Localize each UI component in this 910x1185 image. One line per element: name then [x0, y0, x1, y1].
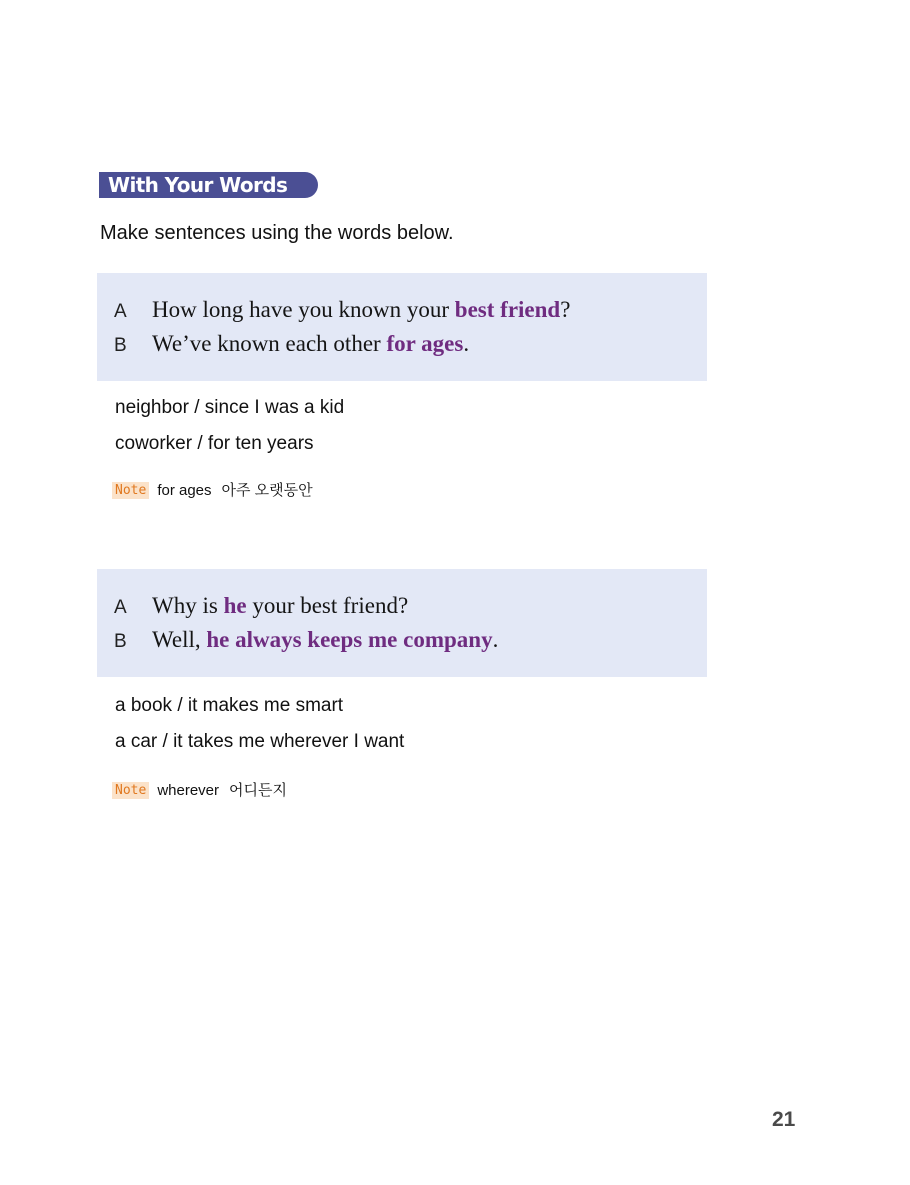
- sentence-text: .: [492, 627, 499, 652]
- note-tag: Note: [112, 782, 149, 799]
- substitution-item: coworker / for ten years: [115, 433, 314, 454]
- dialog-line-a: [114, 593, 408, 619]
- highlighted-phrase: he: [223, 593, 247, 618]
- instruction-text: Make sentences using the words below.: [100, 222, 454, 244]
- dialog-sentence: [152, 297, 570, 322]
- note-meaning: 어디든지: [229, 782, 287, 799]
- dialog-sentence: [152, 627, 498, 652]
- section-title-badge: With Your Words: [99, 172, 318, 198]
- speaker-label: B: [114, 631, 127, 652]
- speaker-label: B: [114, 335, 127, 356]
- sentence-text: Why is: [152, 593, 224, 618]
- dialog-line-b: [114, 627, 498, 653]
- sentence-text: We’ve known each other: [152, 331, 387, 356]
- dialog-box-2: [97, 569, 707, 677]
- dialog-sentence: [152, 331, 469, 356]
- speaker-label: A: [114, 597, 127, 618]
- substitution-item: a book / it makes me smart: [115, 695, 344, 716]
- sentence-text: .: [463, 331, 470, 356]
- sentence-text: Well,: [152, 627, 207, 652]
- sentence-text: How long have you known your: [152, 297, 455, 322]
- note-term: wherever: [157, 782, 220, 799]
- dialog-box-1: [97, 273, 707, 381]
- note-term: for ages: [157, 482, 212, 499]
- highlighted-phrase: best friend: [454, 297, 561, 322]
- substitution-item: a car / it takes me wherever I want: [115, 731, 405, 752]
- dialog-line-a: [114, 297, 570, 323]
- highlighted-phrase: he always keeps me company: [206, 627, 493, 652]
- dialog-sentence: [152, 593, 408, 618]
- sentence-text: ?: [560, 297, 571, 322]
- substitution-item: neighbor / since I was a kid: [115, 397, 345, 418]
- note-tag: Note: [112, 482, 149, 499]
- page-number: 21: [772, 1108, 796, 1131]
- speaker-label: A: [114, 301, 127, 322]
- sentence-text: your best friend?: [246, 593, 409, 618]
- vocab-note: [112, 779, 287, 800]
- dialog-line-b: [114, 331, 469, 357]
- vocab-note: [112, 479, 313, 500]
- note-meaning: 아주 오랫동안: [221, 482, 313, 499]
- highlighted-phrase: for ages: [386, 331, 464, 356]
